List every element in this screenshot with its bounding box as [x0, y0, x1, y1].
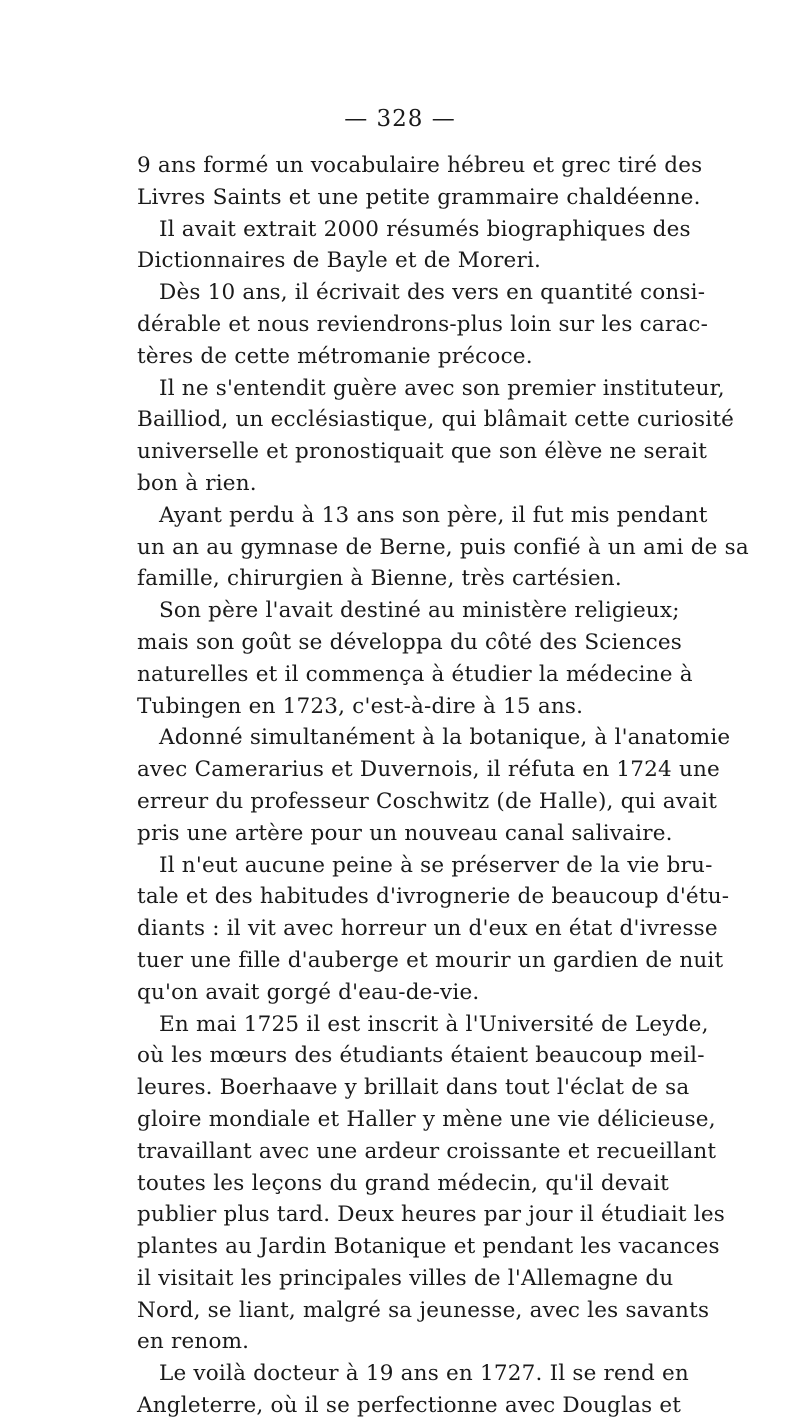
text-line: publier plus tard. Deux heures par jour il étudiait les — [137, 1202, 726, 1228]
text-line: mais son goût se développa du côté des Sciences — [137, 629, 682, 655]
text-line: tale et des habitudes d'ivrognerie de beaucoup d'étu- — [137, 884, 730, 910]
text-line: Le voilà docteur à 19 ans en 1727. Il se rend en — [159, 1361, 689, 1387]
text-line: Bailliod, un ecclésiastique, qui blâmait cette curiosité — [137, 407, 735, 433]
body-text — [137, 150, 749, 1422]
text-line: tères de cette métromanie précoce. — [137, 343, 533, 369]
text-line: Angleterre, où il se perfectionne avec Douglas et — [137, 1393, 682, 1419]
text-line: avec Camerarius et Duvernois, il réfuta en 1724 une — [137, 757, 720, 783]
text-line: leures. Boerhaave y brillait dans tout l'éclat de sa — [137, 1075, 690, 1101]
text-line: Il n'eut aucune peine à se préserver de la vie bru- — [159, 852, 713, 878]
text-line: diants : il vit avec horreur un d'eux en état d'ivresse — [137, 916, 718, 942]
text-line: Nord, se liant, malgré sa jeunesse, avec les savants — [137, 1297, 710, 1323]
text-line: dérable et nous reviendrons-plus loin sur les carac- — [137, 311, 709, 337]
text-line: bon à rien. — [137, 470, 257, 496]
text-line: En mai 1725 il est inscrit à l'Université de Leyde, — [159, 1011, 709, 1037]
text-line: pris une artère pour un nouveau canal salivaire. — [137, 820, 673, 846]
text-line: qu'on avait gorgé d'eau-de-vie. — [137, 979, 480, 1005]
text-line: Dictionnaires de Bayle et de Moreri. — [137, 248, 542, 274]
text-line: famille, chirurgien à Bienne, très cartésien. — [137, 566, 622, 592]
text-line: universelle et pronostiquait que son élève ne serait — [137, 439, 708, 465]
text-line: en renom. — [137, 1329, 250, 1355]
text-line: plantes au Jardin Botanique et pendant les vacances — [137, 1234, 720, 1260]
text-line: où les mœurs des étudiants étaient beaucoup meil- — [137, 1043, 705, 1069]
text-line: gloire mondiale et Haller y mène une vie délicieuse, — [137, 1106, 716, 1132]
text-line: Il ne s'entendit guère avec son premier instituteur, — [159, 375, 725, 401]
text-line: il visitait les principales villes de l'Allemagne du — [137, 1265, 674, 1291]
text-line: 9 ans formé un vocabulaire hébreu et grec tiré des — [137, 153, 703, 178]
text-line: Ayant perdu à 13 ans son père, il fut mis pendant — [159, 502, 708, 528]
page-number: — 328 — — [344, 106, 456, 132]
text-line: travaillant avec une ardeur croissante et recueillant — [137, 1138, 717, 1164]
text-line: un an au gymnase de Berne, puis confié à un ami de sa — [137, 534, 749, 560]
text-line: toutes les leçons du grand médecin, qu'il devait — [137, 1170, 669, 1196]
text-line: naturelles et il commença à étudier la médecine à — [137, 661, 693, 687]
text-line: tuer une fille d'auberge et mourir un gardien de nuit — [137, 947, 724, 973]
text-line: Tubingen en 1723, c'est-à-dire à 15 ans. — [137, 693, 584, 719]
text-line: erreur du professeur Coschwitz (de Halle), qui avait — [137, 788, 718, 814]
text-line: Son père l'avait destiné au ministère religieux; — [159, 598, 680, 624]
text-line: Adonné simultanément à la botanique, à l'anatomie — [159, 725, 731, 751]
text-line: Dès 10 ans, il écrivait des vers en quantité consi- — [159, 280, 706, 306]
text-line: Livres Saints et une petite grammaire chaldéenne. — [137, 184, 701, 210]
text-line: Il avait extrait 2000 résumés biographiques des — [159, 216, 691, 242]
